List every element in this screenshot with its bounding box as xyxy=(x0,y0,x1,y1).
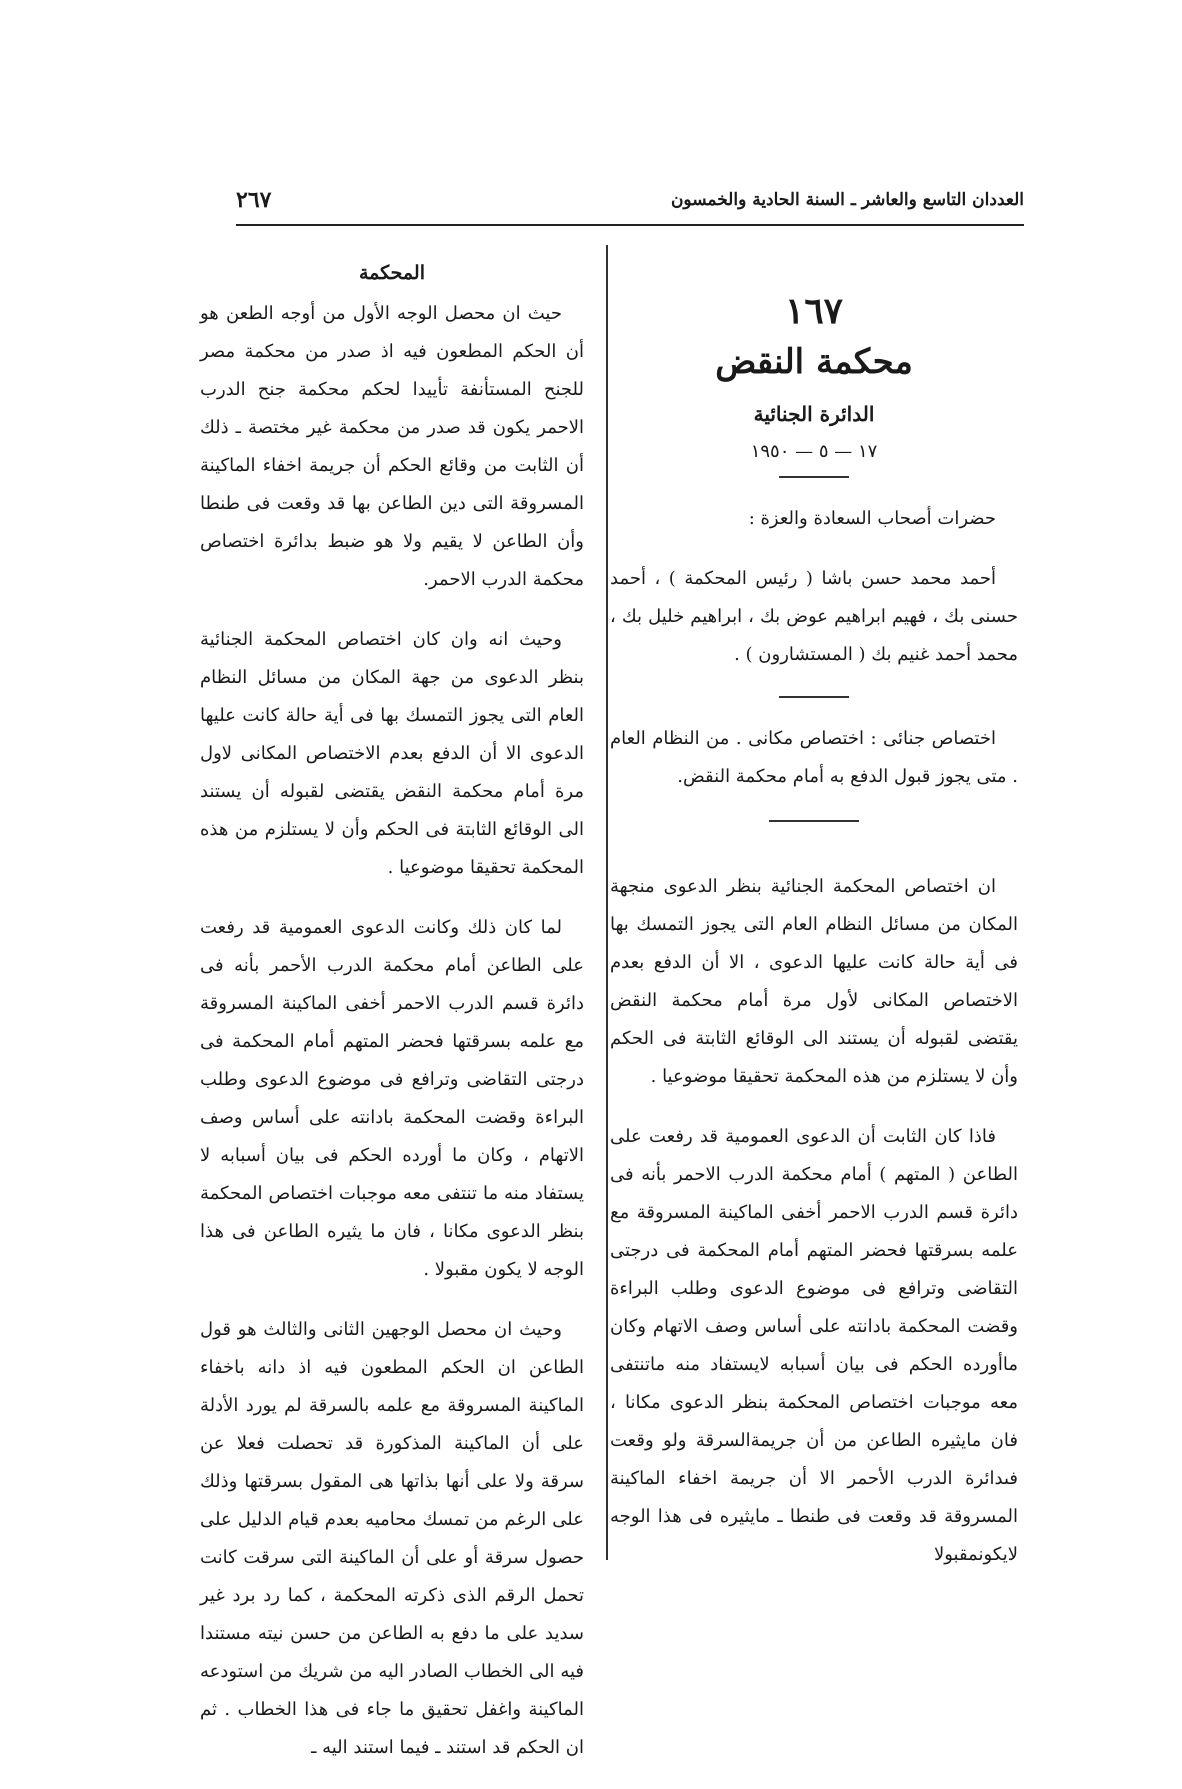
bench-members: أحمد محمد حسن باشا ( رئيس المحكمة ) ، أحمد حسنى بك ، فهيم ابراهيم عوض بك ، ابراهيم خليل بك ، محمد أحمد غنيم بك ( المستشارون ) . xyxy=(610,568,1018,665)
separator-rule xyxy=(779,476,849,478)
column-divider xyxy=(606,245,608,1560)
decision-date: ١٧ — ٥ — ١٩٥٠ xyxy=(750,441,878,462)
right-column xyxy=(610,280,1018,1596)
left-column xyxy=(200,255,584,1789)
reasoning-paragraph: وحيث ان محصل الوجهين الثانى والثالث هو قول الطاعن ان الحكم المطعون فيه اذ دانه باخفاء الماكينة المسروقة مع علمه بالسرقة لم يورد الأدلة على أن الماكينة المذكورة قد تحصلت فعلا عن سرقة ولا على أنها بذاتها هى المقول بسرقتها وذلك على الرغم من تمسك محاميه بعدم قيام الدليل على حصول سرقة أو على أن الماكينة التى سرقت كانت تحمل الرقم الذى ذكرته المحكمة ، كما رد برد غير سديد على ما دفع به الطاعن من حسن نيته مستندا فيه الى الخطاب الصادر اليه من شريك من استودعه الماكينة واغفل تحقيق ما جاء فى هذا الخطاب . ثم ان الحكم قد استند ـ فيما استند اليه ـ xyxy=(200,1319,584,1758)
reasoning-paragraph: لما كان ذلك وكانت الدعوى العمومية قد رفعت على الطاعن أمام محكمة الدرب الأحمر بأنه فى دائرة قسم الدرب الاحمر أخفى الماكينة المسروقة مع علمه بسرقتها فحضر المتهم أمام المحكمة فى درجتى التقاضى وترافع فى موضوع الدعوى وطلب البراءة وقضت المحكمة بادانته على أساس وصف الاتهام ، وكان ما أورده الحكم فى بيان أسبابه لا يستفاد منه ما تنتفى معه موجبات اختصاص المحكمة بنظر الدعوى مكانا ، فان ما يثيره الطاعن فى هذا الوجه لا يكون مقبولا . xyxy=(200,917,584,1280)
page-header xyxy=(236,180,1024,220)
circuit-name: الدائرة الجنائية xyxy=(753,402,875,426)
bench-intro: حضرات أصحاب السعادة والعزة : xyxy=(748,508,996,529)
case-topic: اختصاص جنائى : اختصاص مكانى . من النظام العام . متى يجوز قبول الدفع به أمام محكمة النقض. xyxy=(610,728,1018,787)
header-rule xyxy=(236,224,1024,226)
principle-application: فاذا كان الثابت أن الدعوى العمومية قد رفعت على الطاعن ( المتهم ) أمام محكمة الدرب الاحمر بأنه فى دائرة قسم الدرب الاحمر أخفى الماكينة المسروقة مع علمه بسرقتها فحضر المتهم أمام المحكمة فى درجتى التقاضى وترافع فى موضوع الدعوى وطلب البراءة وقضت المحكمة بادانته على أساس وصف الاتهام وكان ماأورده الحكم فى بيان أسبابه لايستفاد منه ماتنتفى معه موجبات اختصاص المحكمة بنظر الدعوى مكانا ، فان مايثيره الطاعن من أن جريمةالسرقة ولو وقعت فىدائرة الدرب الأحمر الا أن جريمة اخفاء الماكينة المسروقة قد وقعت فى طنطا ـ مايثيره فى هذا الوجه لايكونمقبولا xyxy=(610,1126,1018,1565)
section-title: المحكمة xyxy=(359,262,425,284)
case-number: ١٦٧ xyxy=(784,290,843,332)
court-name: محكمة النقض xyxy=(715,342,913,382)
separator-rule xyxy=(769,820,859,822)
running-title: العددان التاسع والعاشر ـ السنة الحادية والخمسون xyxy=(670,190,1024,210)
legal-principle: ان اختصاص المحكمة الجنائية بنظر الدعوى منجهة المكان من مسائل النظام العام التى يجوز التمسك بها فى أية حالة كانت عليها الدعوى ، الا أن الدفع بعدم الاختصاص المكانى لأول مرة أمام محكمة النقض يقتضى لقبوله أن يستند الى الوقائع الثابتة فى الحكم وأن لا يستلزم من هذه المحكمة تحقيقا موضوعيا . xyxy=(610,876,1018,1087)
page-number: ٢٦٧ xyxy=(236,187,272,213)
reasoning-paragraph: وحيث انه وان كان اختصاص المحكمة الجنائية بنظر الدعوى من جهة المكان من مسائل النظام العام التى يجوز التمسك بها فى أية حالة كانت عليها الدعوى الا أن الدفع بعدم الاختصاص المكانى لاول مرة أمام محكمة النقض يقتضى لقبوله أن يستند الى الوقائع الثابتة فى الحكم وأن لا يستلزم من هذه المحكمة تحقيقا موضوعيا . xyxy=(200,629,584,878)
reasoning-paragraph: حيث ان محصل الوجه الأول من أوجه الطعن هو أن الحكم المطعون فيه اذ صدر من محكمة مصر للجنح المستأنفة تأييدا لحكم محكمة جنح الدرب الاحمر يكون قد صدر من محكمة غير مختصة ـ ذلك أن الثابت من وقائع الحكم أن جريمة اخفاء الماكينة المسروقة التى دين الطاعن بها قد وقعت فى طنطا وأن الطاعن لا يقيم ولا هو ضبط بدائرة اختصاص محكمة الدرب الاحمر. xyxy=(200,303,584,590)
separator-rule xyxy=(779,696,849,698)
